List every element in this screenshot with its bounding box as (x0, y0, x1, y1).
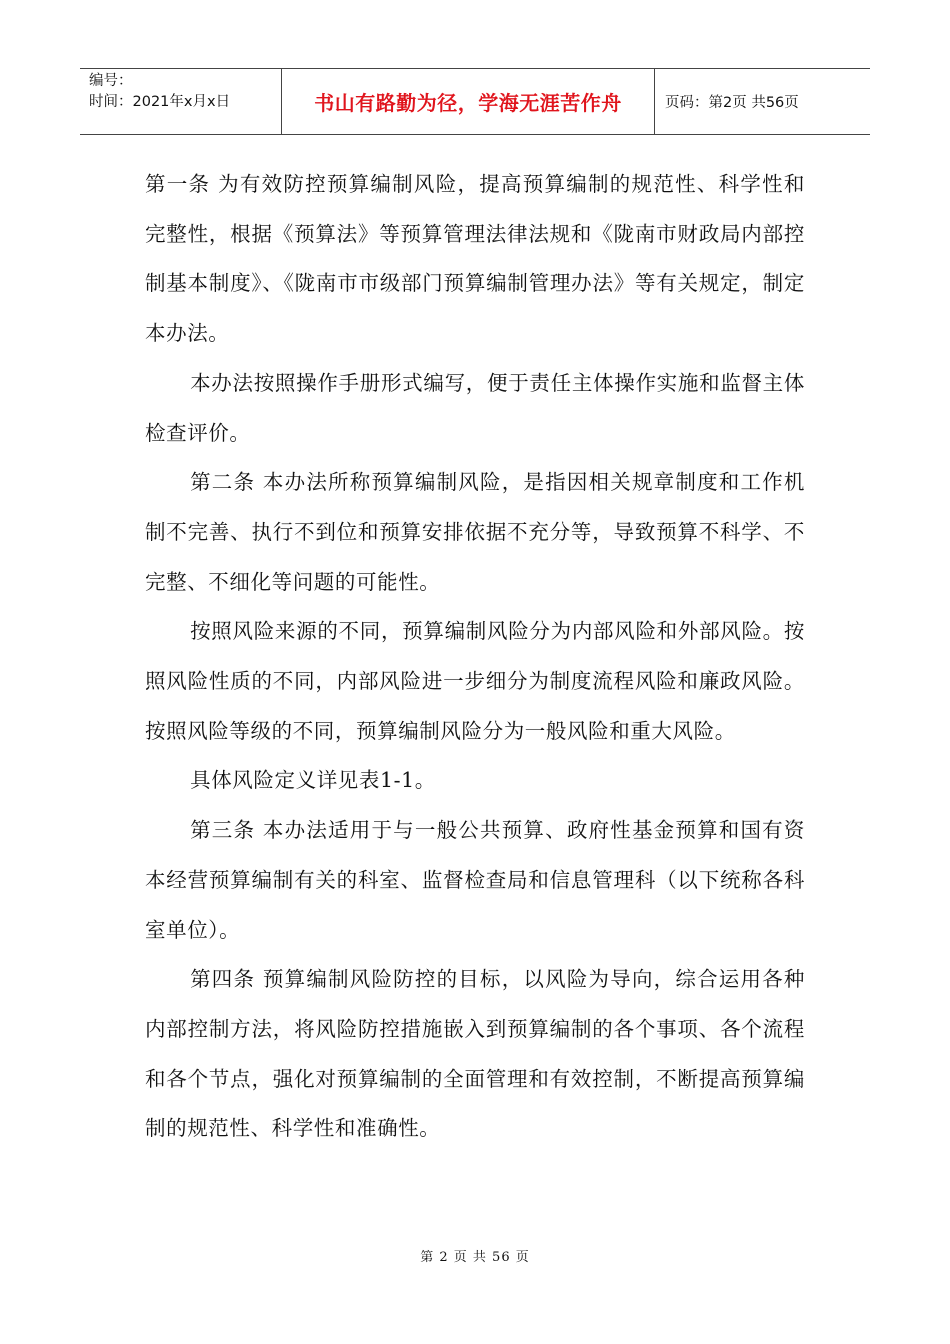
document-date-label: 时间：2021年x月x日 (89, 94, 231, 110)
page-footer: 第 2 页 共 56 页 (420, 1250, 530, 1265)
document-number-label: 编号： (89, 73, 133, 89)
paragraph-article-4: 第四条 预算编制风险防控的目标，以风险为导向，综合运用各种内部控制方法，将风险防控措施嵌入到预算编制的各个事项、各个流程和各个节点，强化对预算编制的全面管理和有效控制，不断提高预算编制的规范性、科学性和准确性。 (145, 967, 805, 1141)
header-page-info: 页码：第2页 共56页 (665, 95, 799, 111)
paragraph-article-1: 第一条 为有效防控预算编制风险，提高预算编制的规范性、科学性和完整性，根据《预算法》等预算管理法律法规和《陇南市财政局内部控制基本制度》、《陇南市市级部门预算编制管理办法》等有关规定，制定本办法。 (145, 172, 805, 346)
paragraph-table-reference: 具体风险定义详见表1-1。 (190, 768, 436, 793)
paragraph-article-2: 第二条 本办法所称预算编制风险，是指因相关规章制度和工作机制不完善、执行不到位和预算安排依据不充分等，导致预算不科学、不完整、不细化等问题的可能性。 (145, 470, 805, 594)
paragraph-article-3: 第三条 本办法适用于与一般公共预算、政府性基金预算和国有资本经营预算编制有关的科室、监督检查局和信息管理科（以下统称各科室单位）。 (145, 818, 805, 942)
header-meta-cell (80, 69, 282, 134)
page-header (80, 68, 870, 135)
paragraph-format-note: 本办法按照操作手册形式编写，便于责任主体操作实施和监督主体检查评价。 (145, 370, 805, 445)
header-motto: 书山有路勤为径，学海无涯苦作舟 (282, 69, 655, 134)
paragraph-risk-classification: 按照风险来源的不同，预算编制风险分为内部风险和外部风险。按照风险性质的不同，内部风险进一步细分为制度流程风险和廉政风险。按照风险等级的不同，预算编制风险分为一般风险和重大风险。 (145, 619, 805, 743)
document-body (145, 160, 805, 1154)
